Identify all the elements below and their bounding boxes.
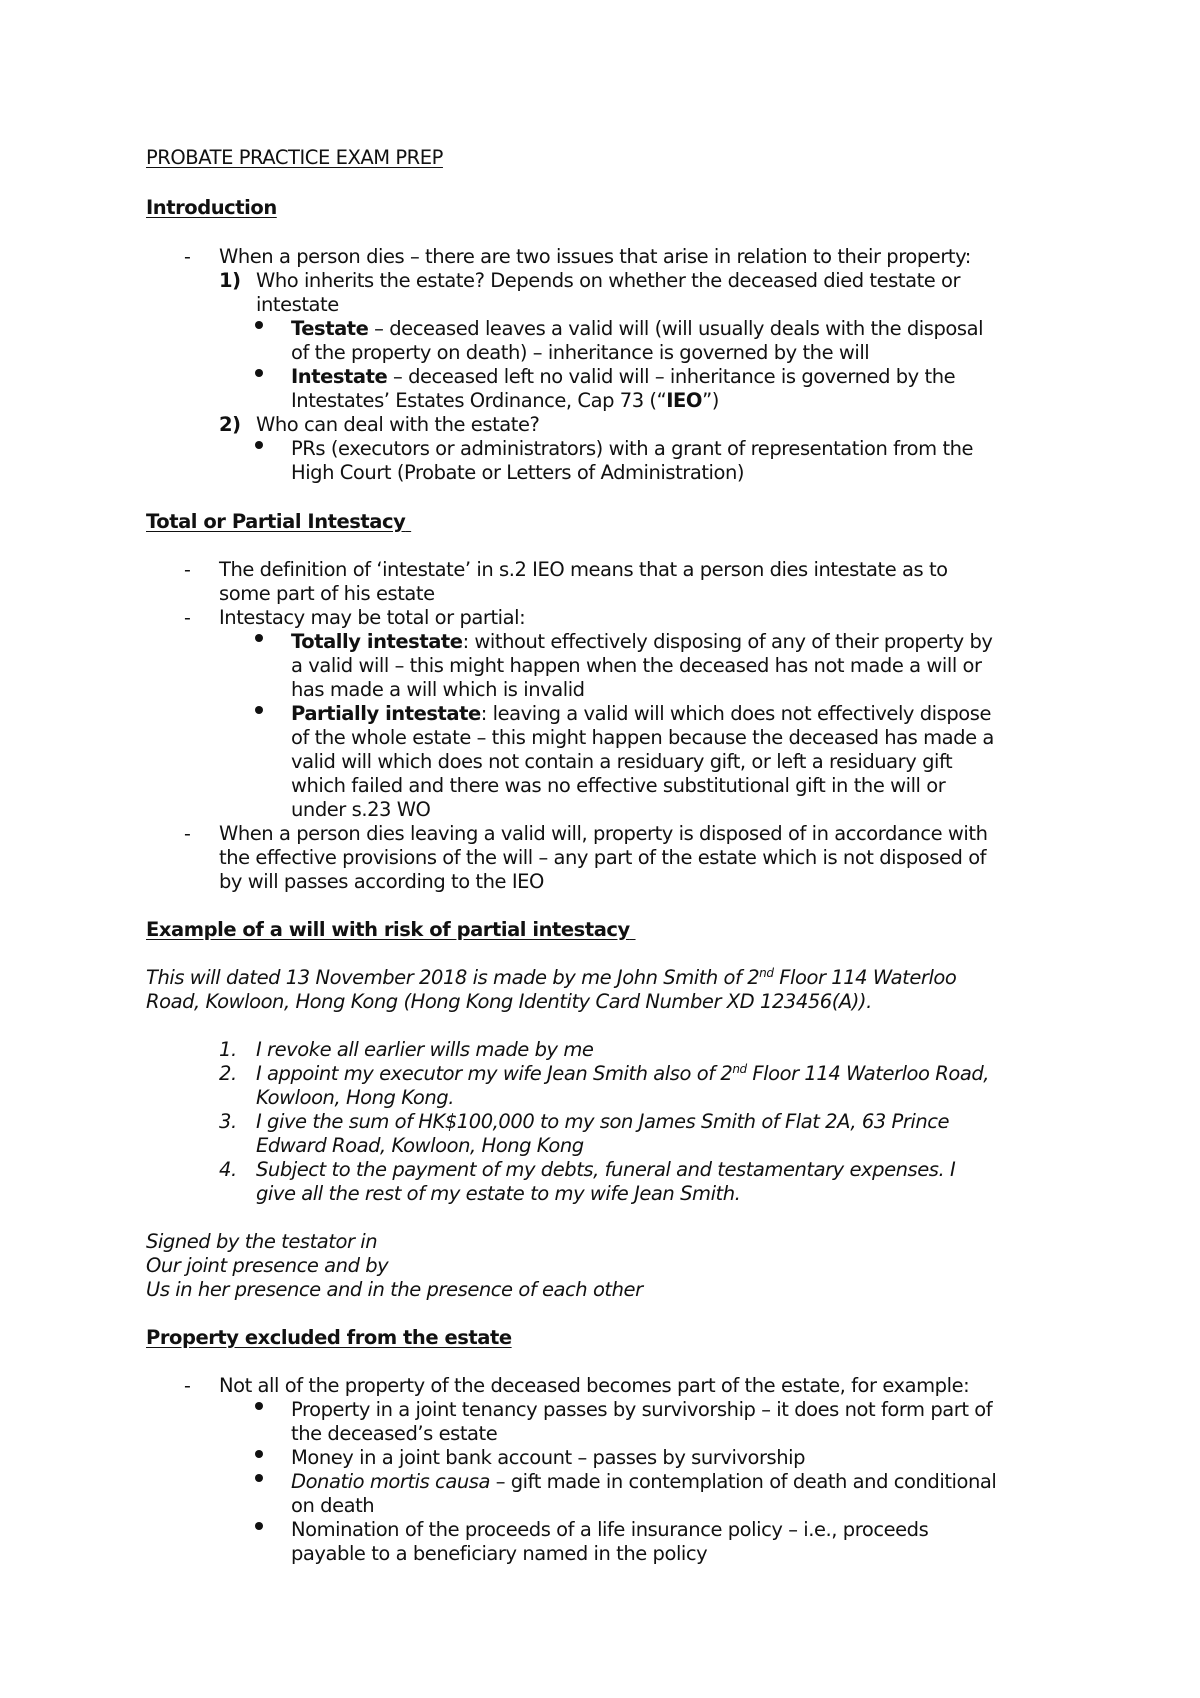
intro-bullet-intestate-line-2 <box>291 389 719 413</box>
partially-intestate-line-4: which failed and there was no effective substitutional gift in the will or <box>291 774 946 797</box>
will-item-4-line-1: Subject to the payment of my debts, funeral and testamentary expenses. I <box>256 1158 956 1181</box>
will-intro-line-2: Road, Kowloon, Hong Kong (Hong Kong Identity Card Number XD 123456(A)). <box>146 990 872 1013</box>
intro-num-2: 2) <box>219 413 241 436</box>
ieo-abbrev: IEO <box>666 389 703 412</box>
bullet-marker <box>255 1522 263 1530</box>
will-item-2-text-a: I appoint my executor my wife Jean Smith also of 2 <box>256 1062 733 1085</box>
intro-bullet-prs-line-2: High Court (Probate or Letters of Administration) <box>291 461 745 484</box>
bullet-marker <box>255 1450 263 1458</box>
bullet-marker <box>255 1402 263 1410</box>
bullet-marker <box>255 369 263 377</box>
bullet-marker <box>255 634 263 642</box>
totally-intestate-definition: : without effectively disposing of any of their property by <box>462 630 993 653</box>
ordinal-suffix: nd <box>759 966 774 980</box>
will-intro-text-a: This will dated 13 November 2018 is made by me John Smith of 2 <box>146 966 760 989</box>
heading-total-partial-text: Total or Partial Intestacy <box>146 510 406 533</box>
ieo-text-a: Intestates’ Estates Ordinance, Cap 73 (“ <box>291 389 667 412</box>
will-item-4-num: 4. <box>219 1158 237 1181</box>
excluded-dash-1: Not all of the property of the deceased becomes part of the estate, for example: <box>219 1374 970 1397</box>
intestacy-dash-2: Intestacy may be total or partial: <box>219 606 526 629</box>
donatio-definition: – gift made in contemplation of death and conditional <box>489 1470 997 1493</box>
partially-intestate-line-2: of the whole estate – this might happen because the deceased has made a <box>291 726 994 749</box>
signature-clause-line-1: Signed by the testator in <box>146 1230 378 1253</box>
dash-marker: - <box>184 559 191 581</box>
heading-total-partial-intestacy <box>146 510 411 534</box>
term-intestate: Intestate <box>291 365 388 388</box>
partially-intestate-definition: : leaving a valid will which does not effectively dispose <box>480 702 992 725</box>
intro-num-2-line-1: Who can deal with the estate? <box>256 413 540 436</box>
dash-marker: - <box>184 607 191 629</box>
will-item-2-text-b: Floor 114 Waterloo Road, <box>746 1062 990 1085</box>
will-item-2-num: 2. <box>219 1062 237 1085</box>
heading-property-excluded-text: Property excluded from the estate <box>146 1326 512 1349</box>
page-title: PROBATE PRACTICE EXAM PREP <box>146 146 443 169</box>
signature-clause-line-3: Us in her presence and in the presence of each other <box>146 1278 643 1301</box>
ordinal-suffix: nd <box>732 1062 747 1076</box>
intro-bullet-prs-line-1: PRs (executors or administrators) with a grant of representation from the <box>291 437 974 460</box>
heading-introduction <box>146 196 277 220</box>
excluded-bullet-1-line-2: the deceased’s estate <box>291 1422 498 1445</box>
intestate-definition: – deceased left no valid will – inheritance is governed by the <box>387 365 956 388</box>
bullet-marker <box>255 321 263 329</box>
intro-dash-1: When a person dies – there are two issues that arise in relation to their property: <box>219 245 971 268</box>
intro-bullet-testate-line-2: of the property on death) – inheritance is governed by the will <box>291 341 870 364</box>
will-item-3-line-1: I give the sum of HK$100,000 to my son James Smith of Flat 2A, 63 Prince <box>256 1110 950 1133</box>
intro-num-1: 1) <box>219 269 241 292</box>
partially-intestate-line-5: under s.23 WO <box>291 798 431 821</box>
intro-num-1-line-2: intestate <box>256 293 339 316</box>
bullet-marker <box>255 441 263 449</box>
excluded-bullet-3-line-1 <box>291 1470 996 1494</box>
intestacy-dash-1-line-2: some part of his estate <box>219 582 435 605</box>
intestacy-dash-3-line-1: When a person dies leaving a valid will, property is disposed of in accordance with <box>219 822 988 845</box>
excluded-bullet-1-line-1: Property in a joint tenancy passes by survivorship – it does not form part of <box>291 1398 993 1421</box>
will-item-4-line-2: give all the rest of my estate to my wife Jean Smith. <box>256 1182 741 1205</box>
heading-example-will <box>146 918 636 942</box>
will-item-3-line-2: Edward Road, Kowloon, Hong Kong <box>256 1134 584 1157</box>
excluded-bullet-2-line-1: Money in a joint bank account – passes by survivorship <box>291 1446 806 1469</box>
intestacy-dash-1-line-1: The definition of ‘intestate’ in s.2 IEO means that a person dies intestate as to <box>219 558 948 581</box>
intestacy-dash-3-line-3: by will passes according to the IEO <box>219 870 544 893</box>
testate-definition: – deceased leaves a valid will (will usually deals with the disposal <box>368 317 984 340</box>
heading-example-will-text: Example of a will with risk of partial intestacy <box>146 918 630 941</box>
partially-intestate-line-1 <box>291 702 991 726</box>
bullet-marker <box>255 706 263 714</box>
ieo-text-c: ”) <box>702 389 719 412</box>
will-item-3-num: 3. <box>219 1110 237 1133</box>
term-totally-intestate: Totally intestate <box>291 630 463 653</box>
totally-intestate-line-3: has made a will which is invalid <box>291 678 585 701</box>
dash-marker: - <box>184 823 191 845</box>
heading-property-excluded <box>146 1326 512 1350</box>
will-item-2-line-2: Kowloon, Hong Kong. <box>256 1086 454 1109</box>
intro-num-1-line-1: Who inherits the estate? Depends on whether the deceased died testate or <box>256 269 961 292</box>
bullet-marker <box>255 1474 263 1482</box>
excluded-bullet-4-line-1: Nomination of the proceeds of a life insurance policy – i.e., proceeds <box>291 1518 929 1541</box>
partially-intestate-line-3: valid will which does not contain a residuary gift, or left a residuary gift <box>291 750 953 773</box>
totally-intestate-line-1 <box>291 630 993 654</box>
heading-introduction-text: Introduction <box>146 196 277 219</box>
will-item-1-num: 1. <box>219 1038 237 1061</box>
totally-intestate-line-2: a valid will – this might happen when the deceased has not made a will or <box>291 654 982 677</box>
intro-bullet-intestate-line-1 <box>291 365 955 389</box>
will-item-1-line-1: I revoke all earlier wills made by me <box>256 1038 594 1061</box>
will-item-2-line-1 <box>256 1062 989 1086</box>
dash-marker: - <box>184 246 191 268</box>
term-donatio-mortis-causa: Donatio mortis causa <box>291 1470 490 1493</box>
will-intro-line-1 <box>146 966 956 990</box>
will-intro-text-b: Floor 114 Waterloo <box>773 966 957 989</box>
intestacy-dash-3-line-2: the effective provisions of the will – any part of the estate which is not disposed of <box>219 846 987 869</box>
intro-bullet-testate-line-1 <box>291 317 983 341</box>
excluded-bullet-4-line-2: payable to a beneficiary named in the policy <box>291 1542 708 1565</box>
signature-clause-line-2: Our joint presence and by <box>146 1254 389 1277</box>
term-partially-intestate: Partially intestate <box>291 702 481 725</box>
excluded-bullet-3-line-2: on death <box>291 1494 375 1517</box>
dash-marker: - <box>184 1375 191 1397</box>
term-testate: Testate <box>291 317 369 340</box>
